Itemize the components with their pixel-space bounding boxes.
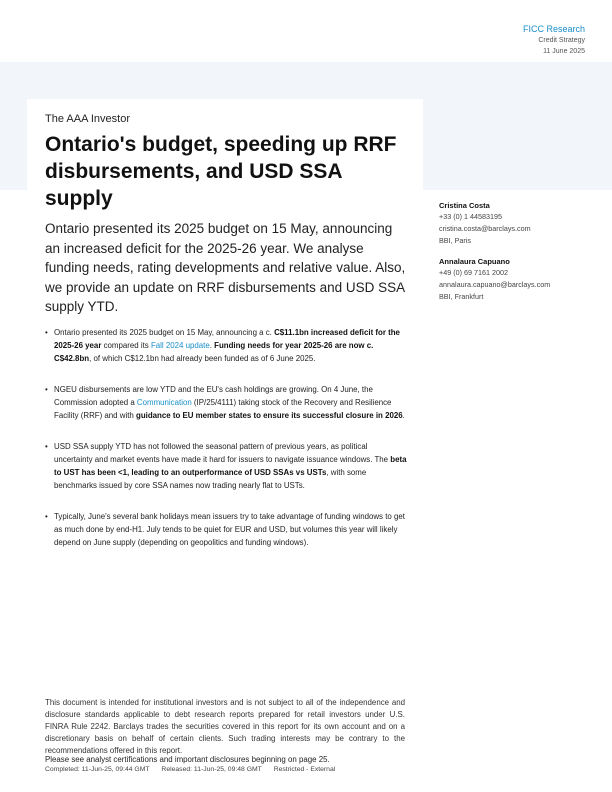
author-email[interactable]: cristina.costa@barclays.com bbox=[439, 224, 531, 233]
analyst-certification-note: Please see analyst certifications and important disclosures beginning on page 25. bbox=[45, 755, 330, 764]
body-text: compared its bbox=[101, 341, 151, 350]
body-text: , of which C$12.1bn had already been funded as of 6 June 2025. bbox=[89, 354, 316, 363]
emphasis-text: beta to UST has been <1, leading to an outperformance of USD SSAs vs USTs bbox=[54, 455, 407, 477]
publication-meta bbox=[45, 766, 345, 773]
bullet-marker: • bbox=[45, 385, 48, 394]
body-text: USD SSA supply YTD has not followed the seasonal pattern of previous years, as political uncertainty and market events have made it hard for issuers to navigate issuance windows. The bbox=[54, 442, 391, 464]
key-points-list bbox=[45, 326, 407, 567]
authors-panel bbox=[439, 200, 599, 312]
author-name: Annalaura Capuano bbox=[439, 257, 510, 266]
bullet-marker: • bbox=[45, 512, 48, 521]
author-name: Cristina Costa bbox=[439, 201, 490, 210]
subdepartment-label: Credit Strategy bbox=[538, 37, 585, 44]
completed-timestamp: Completed: 11-Jun-25, 09:44 GMT bbox=[45, 766, 150, 773]
released-timestamp: Released: 11-Jun-25, 09:48 GMT bbox=[161, 766, 262, 773]
emphasis-text: C$11.1bn increased deficit for the 2025-26 year bbox=[54, 328, 400, 350]
body-text: Typically, June's several bank holidays mean issuers try to take advantage of funding windows to get as much done by end-H1. July tends to be quiet for EUR and USD, but volumes this year will likely depend on June supply (depending on geopolitics and funding windows). bbox=[54, 512, 405, 547]
bullet-marker: • bbox=[45, 328, 48, 337]
report-title: Ontario's budget, speeding up RRF disbursements, and USD SSA supply bbox=[45, 133, 397, 210]
author-entity: BBI, Paris bbox=[439, 236, 471, 245]
author-entity: BBI, Frankfurt bbox=[439, 292, 484, 301]
author-phone: +49 (0) 69 7161 2002 bbox=[439, 268, 508, 277]
body-text: Ontario presented its 2025 budget on 15 May, announcing a c. bbox=[54, 328, 275, 337]
author-phone: +33 (0) 1 44583195 bbox=[439, 212, 502, 221]
inline-link[interactable]: Fall 2024 update bbox=[150, 341, 210, 350]
key-point-item bbox=[45, 440, 407, 492]
body-text: . bbox=[402, 411, 405, 420]
emphasis-text: guidance to EU member states to ensure its successful closure in 2026 bbox=[136, 411, 403, 420]
series-name: The AAA Investor bbox=[45, 113, 130, 125]
body-text: (IP/25/4111) taking stock of the Recovery and Resilience Facility (RRF) and with bbox=[54, 398, 392, 420]
report-date: 11 June 2025 bbox=[543, 48, 585, 55]
key-point-item bbox=[45, 326, 407, 365]
author-block bbox=[439, 256, 599, 303]
inline-link[interactable]: Communication bbox=[136, 398, 192, 407]
bullet-marker: • bbox=[45, 442, 48, 451]
department-label: FICC Research bbox=[522, 24, 585, 34]
author-block bbox=[439, 200, 599, 247]
body-text: . bbox=[209, 341, 215, 350]
author-email[interactable]: annalaura.capuano@barclays.com bbox=[439, 280, 551, 289]
report-summary: Ontario presented its 2025 budget on 15 May, announcing an increased deficit for the 2025-26 year. We analyse funding needs, rating developments and relative value. Also, we provide an update on RRF disbursements and USD SSA supply YTD. bbox=[45, 221, 406, 314]
restriction-label: Restricted - External bbox=[273, 766, 336, 773]
report-header-meta bbox=[523, 23, 585, 57]
body-text: , with some benchmarks issued by core SSA names now trading nearly flat to USTs. bbox=[54, 468, 367, 490]
key-point-item bbox=[45, 510, 407, 549]
body-text: NGEU disbursements are low YTD and the EU's cash holdings are growing. On 4 June, the Commission adopted a bbox=[54, 385, 373, 407]
emphasis-text: Funding needs for year 2025-26 are now c. C$42.8bn bbox=[54, 341, 374, 363]
key-point-item bbox=[45, 383, 407, 422]
disclaimer-text: This document is intended for institutional investors and is not subject to all of the independence and disclosure standards applicable to debt research reports prepared for retail investors under U.S. FINRA Rule 2242. Barclays trades the securities covered in this report for its own account and on a discretionary basis on behalf of certain clients. Such trading interests may be contrary to the recommendations offered in this report. bbox=[45, 698, 405, 755]
